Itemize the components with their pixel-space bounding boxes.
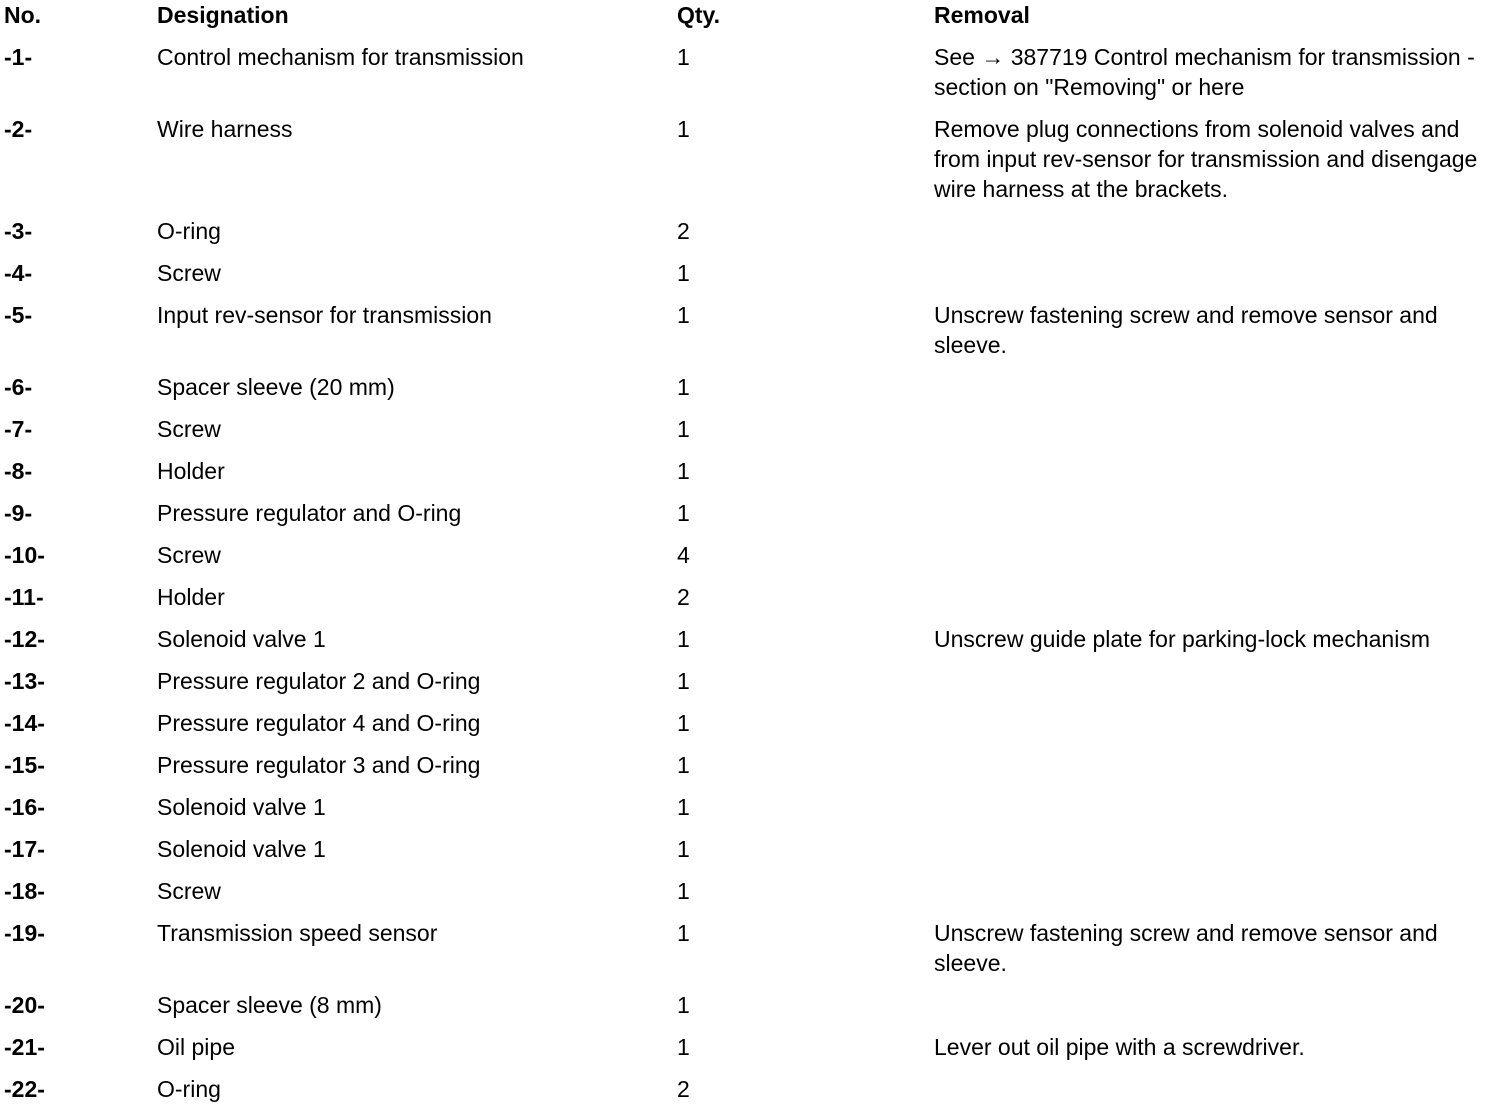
row-qty: 1 [677, 416, 690, 442]
row-removal [934, 834, 1500, 876]
row-qty: 1 [677, 668, 690, 694]
table-row [4, 918, 1500, 990]
row-number: -19- [4, 920, 45, 946]
table-row [4, 300, 1500, 372]
row-designation: Transmission speed sensor [157, 920, 438, 946]
row-removal [934, 456, 1500, 498]
table-row [4, 750, 1500, 792]
row-number: -12- [4, 626, 45, 652]
row-designation: Spacer sleeve (8 mm) [157, 992, 382, 1018]
table-row [4, 42, 1500, 114]
row-removal [934, 750, 1500, 792]
table-row [4, 1032, 1500, 1074]
row-designation: Wire harness [157, 116, 293, 142]
header-qty: Qty. [677, 2, 721, 28]
row-qty: 1 [677, 626, 690, 652]
row-designation: Solenoid valve 1 [157, 794, 326, 820]
row-number: -17- [4, 836, 45, 862]
table-row [4, 114, 1500, 216]
parts-table [4, 0, 1500, 1116]
row-designation: Pressure regulator 4 and O-ring [157, 710, 481, 736]
row-number: -13- [4, 668, 45, 694]
row-number: -4- [4, 260, 33, 286]
row-qty: 1 [677, 710, 690, 736]
row-removal [934, 708, 1500, 750]
row-number: -16- [4, 794, 45, 820]
row-number: -7- [4, 416, 33, 442]
row-number: -18- [4, 878, 45, 904]
row-designation: Holder [157, 584, 225, 610]
row-number: -14- [4, 710, 45, 736]
table-row [4, 876, 1500, 918]
row-removal [934, 1074, 1500, 1116]
row-qty: 1 [677, 374, 690, 400]
row-removal: Lever out oil pipe with a screwdriver. [934, 1034, 1305, 1060]
row-number: -11- [4, 584, 44, 610]
row-designation: Pressure regulator 3 and O-ring [157, 752, 481, 778]
row-number: -5- [4, 302, 33, 328]
table-row [4, 1074, 1500, 1116]
table-row [4, 666, 1500, 708]
table-row [4, 216, 1500, 258]
row-removal [934, 876, 1500, 918]
row-qty: 1 [677, 458, 690, 484]
row-number: -3- [4, 218, 33, 244]
row-qty: 1 [677, 1034, 690, 1060]
row-qty: 1 [677, 500, 690, 526]
row-number: -22- [4, 1076, 45, 1102]
row-qty: 4 [677, 542, 690, 568]
row-designation: Solenoid valve 1 [157, 836, 326, 862]
row-number: -9- [4, 500, 33, 526]
row-qty: 1 [677, 836, 690, 862]
header-removal: Removal [934, 2, 1030, 28]
row-designation: Pressure regulator 2 and O-ring [157, 668, 481, 694]
table-row [4, 708, 1500, 750]
row-number: -10- [4, 542, 45, 568]
header-row [4, 0, 1500, 42]
table-row [4, 540, 1500, 582]
row-removal [934, 582, 1500, 624]
table-row [4, 792, 1500, 834]
row-qty: 1 [677, 794, 690, 820]
row-number: -20- [4, 992, 45, 1018]
row-number: -15- [4, 752, 45, 778]
row-qty: 2 [677, 584, 690, 610]
table-row [4, 498, 1500, 540]
table-row [4, 834, 1500, 876]
row-qty: 2 [677, 218, 690, 244]
row-number: -6- [4, 374, 33, 400]
row-qty: 1 [677, 44, 690, 70]
row-removal [934, 990, 1500, 1032]
row-removal [934, 414, 1500, 456]
row-number: -2- [4, 116, 33, 142]
row-designation: Oil pipe [157, 1034, 235, 1060]
row-number: -21- [4, 1034, 45, 1060]
header-no: No. [4, 2, 42, 28]
table-row [4, 456, 1500, 498]
row-qty: 1 [677, 878, 690, 904]
row-designation: Holder [157, 458, 225, 484]
row-removal [934, 666, 1500, 708]
row-qty: 1 [677, 752, 690, 778]
row-designation: O-ring [157, 1076, 221, 1102]
table-row [4, 372, 1500, 414]
row-removal [934, 372, 1500, 414]
row-designation: O-ring [157, 218, 221, 244]
row-removal [934, 792, 1500, 834]
table-row [4, 258, 1500, 300]
row-qty: 1 [677, 116, 690, 142]
row-number: -1- [4, 44, 33, 70]
row-qty: 1 [677, 302, 690, 328]
row-designation: Control mechanism for transmission [157, 44, 524, 70]
row-designation: Screw [157, 542, 221, 568]
table-row [4, 624, 1500, 666]
row-removal [934, 540, 1500, 582]
row-designation: Screw [157, 878, 221, 904]
row-removal: Unscrew fastening screw and remove sensor and sleeve. [934, 302, 1438, 358]
row-removal: Remove plug connections from solenoid valves and from input rev-sensor for transmission and disengage wire harness at the brackets. [934, 116, 1478, 202]
row-removal: Unscrew guide plate for parking-lock mechanism [934, 626, 1430, 652]
table-row [4, 990, 1500, 1032]
row-removal [934, 258, 1500, 300]
row-qty: 1 [677, 920, 690, 946]
table-header [4, 0, 1500, 42]
row-removal [934, 216, 1500, 258]
row-designation: Spacer sleeve (20 mm) [157, 374, 395, 400]
table-row [4, 582, 1500, 624]
row-qty: 2 [677, 1076, 690, 1102]
row-qty: 1 [677, 992, 690, 1018]
row-number: -8- [4, 458, 33, 484]
row-removal [934, 498, 1500, 540]
row-qty: 1 [677, 260, 690, 286]
table-row [4, 414, 1500, 456]
row-designation: Solenoid valve 1 [157, 626, 326, 652]
row-designation: Input rev-sensor for transmission [157, 302, 492, 328]
row-designation: Pressure regulator and O-ring [157, 500, 462, 526]
row-removal: Unscrew fastening screw and remove sensor and sleeve. [934, 920, 1438, 976]
header-designation: Designation [157, 2, 289, 28]
row-designation: Screw [157, 260, 221, 286]
table-body [4, 42, 1500, 1116]
row-designation: Screw [157, 416, 221, 442]
row-removal: See → 387719 Control mechanism for transmission - section on "Removing" or here [934, 44, 1475, 100]
